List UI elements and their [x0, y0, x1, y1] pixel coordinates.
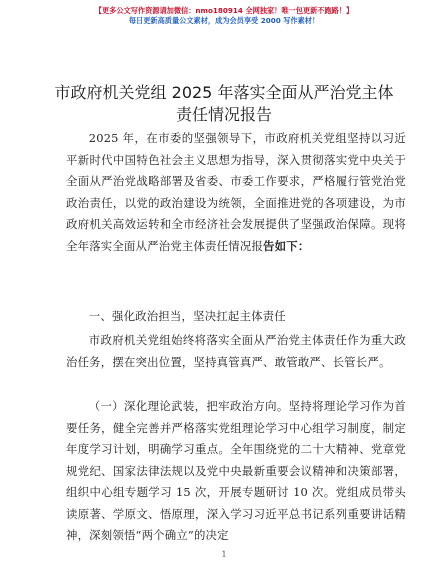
section1-heading: 一、强化政治担当，坚决扛起主体责任: [88, 309, 286, 323]
promo-banner: [0, 6, 448, 26]
section1-body: 市政府机关党组始终将落实全面从严治党主体责任作为重大政治任务，摆在突出位置，坚持真管真严、敢管敢严、长管长严。: [66, 333, 406, 369]
subsection1-body: （一）深化理论武装，把牢政治方向。坚持将理论学习作为首要任务，健全完善并严格落实党组理论学习中心组学习制度，制定年度学习计划，明确学习重点。全年围绕党的二十大精神、党章党规党纪、国家法律法规以及党中央最新重要会议精神和决策部署，组织中心组专题学习 15 次，开展专题研讨 10 次。党组成员带头读原著、学原文、悟原理，深入学习习近平总书记系列重要讲话精神，深刻领悟“两个确立”的决定: [66, 399, 406, 542]
intro-tail: 告如下：: [263, 238, 310, 253]
document-title-line1: 市政府机关党组 2025 年落实全面从严治党主体: [54, 83, 394, 102]
page-number: 1: [221, 550, 227, 559]
document-title-line2: 责任情况报告: [175, 105, 272, 124]
document-title: [40, 82, 408, 126]
promo-banner-line2: 每日更新高质量公文素材，成为会员享受 2000 写作素材！: [128, 16, 320, 25]
intro-text: 2025 年，在市委的坚强领导下，市政府机关党组坚持以习近平新时代中国特色社会主义思想为指导，深入贯彻落实党中央关于全面从严治党战略部署及省委、市委工作要求，严格履行管党治党政治责任，以党的政治建设为统领，全面推进党的各项建设，为市政府机关高效运转和全市经济社会发展提供了坚强政治保障。现将全年落实全面从严治党主体责任情况报: [66, 131, 406, 253]
intro-paragraph: [66, 128, 406, 257]
promo-banner-line1: 【更多公文写作资源请加微信：nmo180914 全网独家！唯一包更新不跑路！】: [94, 6, 354, 15]
